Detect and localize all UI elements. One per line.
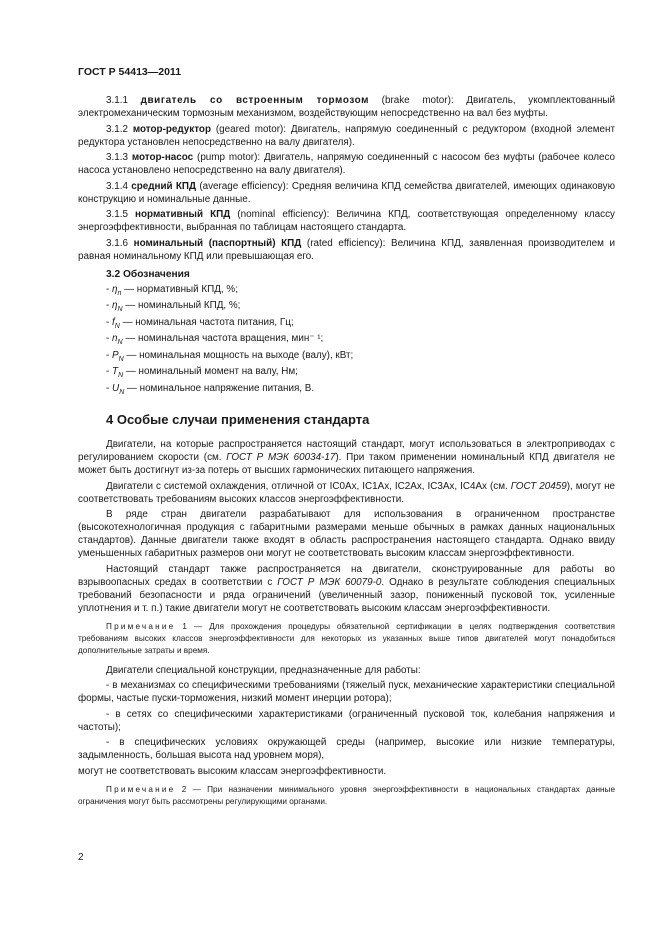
- def-term: номинальный (паспортный) КПД: [133, 237, 302, 249]
- symbol-desc: — номинальное напряжение питания, В.: [124, 382, 315, 394]
- def-text: Двигатель, напрямую соединенный с редуктором (входной элемент редуктора установлен непосредственно на валу двигателя).: [78, 123, 615, 148]
- note-label: Примечание: [106, 621, 176, 631]
- def-term: двигатель со встроенным тормозом: [140, 95, 369, 106]
- paragraph: В ряде стран двигатели разрабатывают для использования в ограниченном пространстве (высокотехнологичная продукция с габаритными размерами меньше обычных в рамках данных национальных стандартов). Данные двигатели также входят в область распространения настоящего стандарта. Однако ввиду уменьшенных габаритных размеров они могут не соответствовать высоким классам энергоэффективности.: [78, 509, 615, 560]
- symbol-desc: — номинальный КПД, %;: [122, 300, 241, 312]
- section-3-2-heading: 3.2 Обозначения: [106, 268, 190, 280]
- symbol-subscript: N: [114, 322, 120, 330]
- definition-3-1-2: [78, 123, 615, 149]
- symbol: η: [112, 283, 118, 295]
- paragraph: [78, 438, 615, 477]
- def-english: (pump motor):: [197, 152, 261, 163]
- standard-reference: ГОСТ Р МЭК 60034-17: [226, 452, 336, 464]
- def-text: Величина КПД, соответствующая определенному классу энергоэффективности, выбранная по таблицам настоящего стандарта.: [78, 209, 615, 233]
- symbol-subscript: n: [117, 289, 122, 297]
- def-number: 3.1.6: [106, 237, 128, 249]
- note-label: Примечание: [106, 784, 176, 794]
- symbol-item: - $\eta_n$ — нормативный КПД, %;: [106, 283, 238, 297]
- def-english: (brake motor):: [381, 95, 454, 106]
- standard-reference: ГОСТ Р МЭК 60079-0: [277, 576, 382, 588]
- text: Двигатели с системой охлаждения, отличной от IC0Ax, IC1Ax, IC2Ax, IC3Ax, IC4Ax (см.: [106, 480, 511, 492]
- def-text: Двигатель, укомплектованный электромеханическим тормозным механизмом, воздействующим непосредственно на вал без муфты.: [78, 95, 616, 119]
- symbol-item: - $\eta_N$ — номинальный КПД, %;: [106, 300, 241, 314]
- def-text: Двигатель, напрямую соединенный с насосом без муфты (рабочее колесо насоса установлено непосредственно на валу двигателя).: [78, 152, 616, 176]
- symbol: f: [112, 316, 115, 328]
- document-header: ГОСТ Р 54413—2011: [78, 66, 182, 78]
- paragraph: Двигатели специальной конструкции, предназначенные для работы:: [106, 664, 421, 676]
- symbol-item: - $T_N$ — номинальный момент на валу, Нм;: [106, 366, 298, 380]
- symbol: n: [112, 333, 118, 345]
- definition-3-1-5: [78, 208, 615, 234]
- list-item: - в специфических условиях окружающей среды (например, высокие или низкие температуры, задымленность, большая высота над уровнем моря),: [78, 737, 615, 762]
- note-text: 2 — При назначении минимального уровня энергоэффективности в национальных стандартах данные ограничения могут быть рассмотрены регулирующими органами.: [78, 784, 615, 806]
- paragraph: [78, 480, 615, 506]
- symbol-desc: — номинальная частота питания, Гц;: [119, 316, 294, 328]
- symbol: P: [112, 349, 119, 361]
- list-item: - в механизмах со специфическими требованиями (тяжелый пуск, механические характеристики специальной формы, частые пуски-торможения, низкий момент инерции ротора);: [78, 680, 615, 705]
- note-1: [78, 621, 615, 657]
- list-item: - в сетях со специфическими характеристиками (ограниченный пусковой ток, колебания напряжения и частоты);: [78, 708, 615, 733]
- text: ), могут не соответствовать требованиям высоких классов энергоэффективности.: [78, 480, 616, 505]
- def-english: (rated efficiency):: [306, 237, 386, 249]
- symbol-subscript: N: [118, 355, 124, 363]
- symbol-subscript: N: [117, 339, 123, 347]
- symbol-item: - $U_N$ — номинальное напряжение питания, В.: [106, 382, 315, 396]
- text: Двигатели, на которые распространяется настоящий стандарт, могут использоваться в электроприводах с регулированием скорости (см.: [78, 439, 615, 464]
- definition-3-1-4: [78, 180, 615, 206]
- def-english: (average efficiency):: [199, 180, 289, 192]
- def-english: (geared motor):: [215, 123, 287, 135]
- definition-3-1-6: [78, 237, 615, 263]
- def-number: 3.1.5: [106, 209, 128, 220]
- def-term: средний КПД: [131, 180, 197, 192]
- symbol-desc: — номинальная частота вращения, мин⁻ ¹;: [122, 333, 324, 345]
- def-term: мотор-редуктор: [132, 123, 211, 135]
- symbol-desc: — номинальный момент на валу, Нм;: [123, 366, 298, 378]
- symbol-item: - $P_N$ — номинальная мощность на выходе (валу), кВт;: [106, 349, 354, 363]
- text: ). При таком применении номинальный КПД двигателя не может быть достигнут из-за потерь от высших гармонических питающего напряжения.: [78, 452, 615, 477]
- def-text: Средняя величина КПД семейства двигателей, имеющих одинаковую конструкцию и номинальные данные.: [78, 180, 616, 205]
- section-4-heading: 4 Особые случаи применения стандарта: [106, 412, 370, 428]
- symbol-desc: — номинальная мощность на выходе (валу), кВт;: [123, 349, 354, 361]
- def-number: 3.1.1: [106, 95, 128, 106]
- symbol: T: [112, 366, 119, 378]
- page-body: [78, 94, 615, 815]
- paragraph: могут не соответствовать высоким классам энергоэффективности.: [78, 765, 387, 777]
- symbol-subscript: N: [117, 306, 123, 314]
- definition-3-1-1: [78, 94, 615, 120]
- def-text: Величина КПД, заявленная производителем и равная номинальному КПД или превышающая его.: [78, 237, 616, 262]
- note-text: 1 — Для прохождения процедуры обязательной сертификации в целях подтверждения соответствия требованиям высоких классов энергоэффективности для некоторых из указанных выше типов двигателей могут понадобиться дополнительные затраты и время.: [78, 621, 615, 655]
- def-number: 3.1.4: [106, 180, 128, 192]
- symbol-desc: — нормативный КПД, %;: [121, 283, 238, 295]
- symbol-subscript: N: [118, 372, 124, 380]
- standard-reference: ГОСТ 20459: [510, 480, 567, 492]
- definition-3-1-3: [78, 151, 615, 177]
- def-term: мотор-насос: [131, 152, 194, 163]
- page-number: 2: [78, 852, 84, 863]
- symbol-item: - $n_N$ — номинальная частота вращения, мин⁻ ¹;: [106, 333, 324, 347]
- symbol: η: [112, 300, 118, 312]
- text: . Однако в результате соблюдения специальных требований безопасности и ряда ограничений (увеличенный зазор, пониженный пусковой ток, усиленные уплотнения и т. п.) такие двигатели могут не соответствовать высоким классам энергоэффективности.: [78, 576, 615, 614]
- note-2: [78, 784, 615, 808]
- def-number: 3.1.3: [106, 152, 128, 163]
- symbol: U: [112, 382, 120, 394]
- text: Настоящий стандарт также распространяется на двигатели, сконструированные для работы во взрывоопасных средах в соответствии с: [78, 563, 615, 588]
- symbol-subscript: N: [119, 388, 125, 396]
- def-term: нормативный КПД: [135, 209, 231, 220]
- symbol-item: - $f_N$ — номинальная частота питания, Гц;: [106, 316, 294, 330]
- paragraph: [78, 563, 615, 615]
- def-number: 3.1.2: [106, 123, 128, 135]
- def-english: (nominal efficiency):: [237, 209, 330, 220]
